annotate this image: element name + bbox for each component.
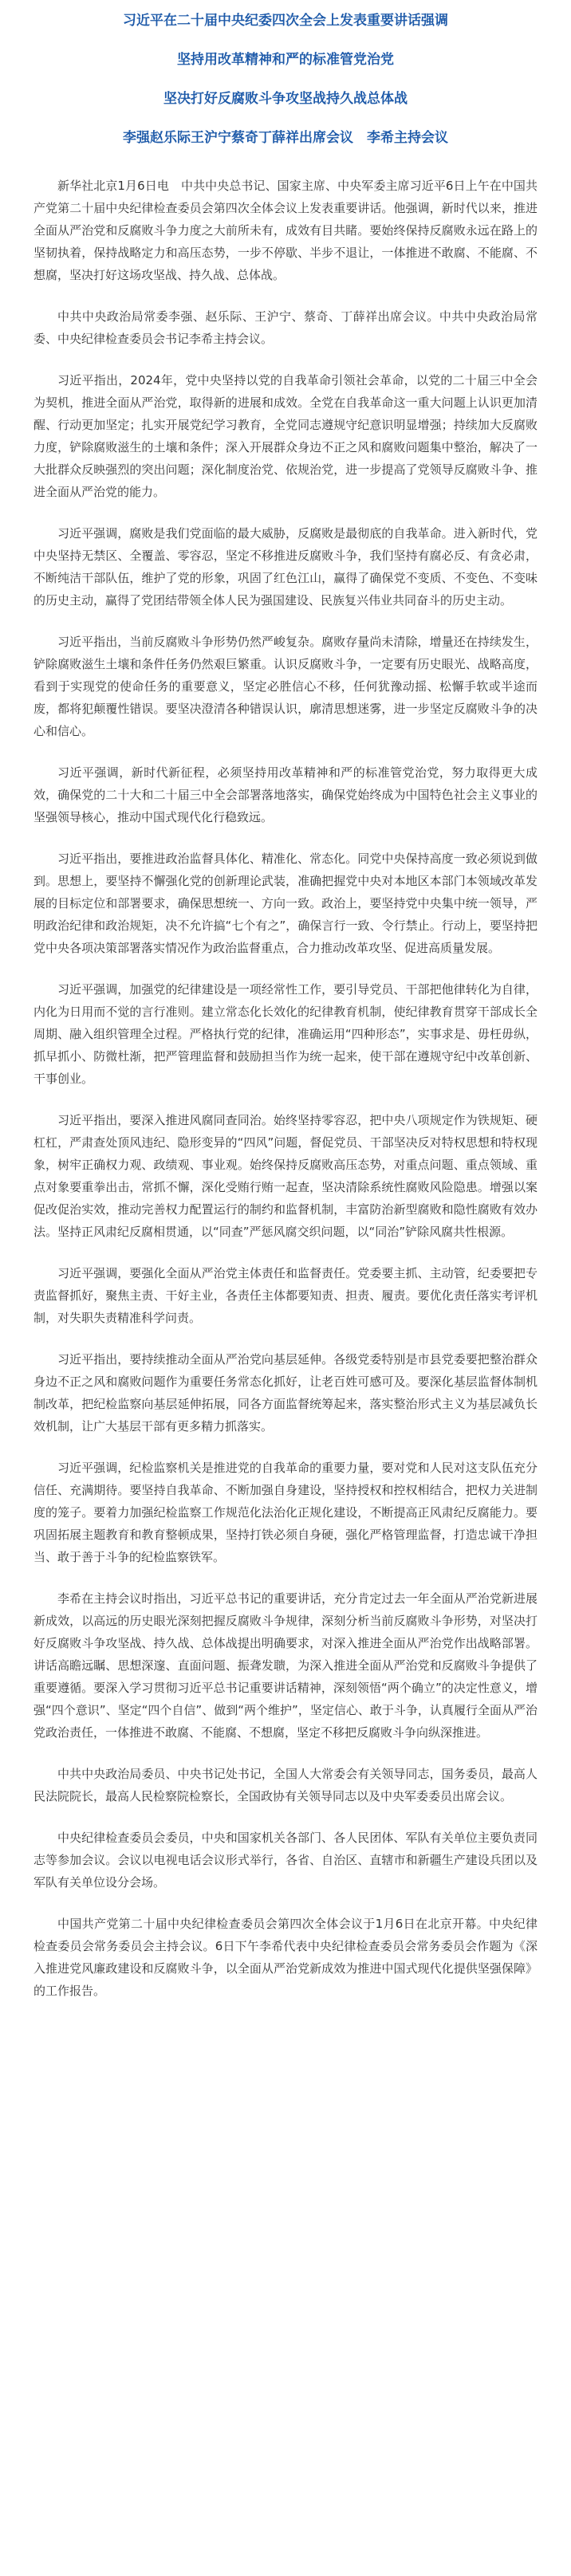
main-headline: 习近平在二十届中央纪委四次全会上发表重要讲话强调	[123, 13, 448, 29]
subheadline: 坚持用改革精神和严的标准管党治党	[177, 52, 394, 68]
paragraph: 李希在主持会议时指出，习近平总书记的重要讲话，充分肯定过去一年全面从严治党新进展新成效，以高远的历史眼光深刻把握反腐败斗争规律，深刻分析当前反腐败斗争形势，对坚决打好反腐败斗争攻坚战、持久战、总体战提出明确要求，对深入推进全面从严治党作出战略部署。讲话高瞻远瞩、思想深邃、直面问题、振聋发聩，为深入推进全面从严治党和反腐败斗争提供了重要遵循。要深入学习贯彻习近平总书记重要讲话精神，深刻领悟“两个确立”的决定性意义，增强“四个意识”、坚定“四个自信”、做到“两个维护”，坚定信心、敢于斗争，认真履行全面从严治党政治责任，一体推进不敢腐、不能腐、不想腐，坚定不移把反腐败斗争向纵深推进。	[33, 1591, 538, 1740]
paragraph: 习近平强调，腐败是我们党面临的最大威胁，反腐败是最彻底的自我革命。进入新时代，党中央坚持无禁区、全覆盖、零容忍，坚定不移推进反腐败斗争，我们坚持有腐必反、有贪必肃，不断纯洁干部队伍，维护了党的形象，巩固了红色江山，赢得了确保党不变质、不变色、不变味的历史主动，赢得了党团结带领全体人民为强国建设、民族复兴伟业共同奋斗的历史主动。	[33, 526, 538, 608]
paragraph: 中央纪律检查委员会委员，中央和国家机关各部门、各人民团体、军队有关单位主要负责同志等参加会议。会议以电视电话会议形式举行，各省、自治区、直辖市和新疆生产建设兵团以及军队有关单位设分会场。	[33, 1831, 538, 1890]
paragraph: 习近平指出，要持续推动全面从严治党向基层延伸。各级党委特别是市县党委要把整治群众身边不正之风和腐败问题作为重要任务常态化抓好，让老百姓可感可及。要深化基层监督体制机制改革，把纪检监察向基层延伸拓展，同各方面监督统筹起来，落实整治形式主义为基层减负长效机制，让广大基层干部有更多精力抓落实。	[33, 1352, 538, 1434]
paragraph: 习近平指出，2024年，党中央坚持以党的自我革命引领社会革命，以党的二十届三中全会为契机，推进全面从严治党，取得新的进展和成效。全党在自我革命这一重大问题上认识更加清醒、行动更加坚定；扎实开展党纪学习教育，全党同志遵规守纪意识明显增强；持续加大反腐败力度，铲除腐败滋生的土壤和条件；深入开展群众身边不正之风和腐败问题集中整治，解决了一大批群众反映强烈的突出问题；深化制度治党、依规治党，进一步提高了党领导反腐败斗争、推进全面从严治党的能力。	[33, 373, 538, 499]
article-body	[33, 175, 538, 2002]
paragraph: 习近平强调，要强化全面从严治党主体责任和监督责任。党委要主抓、主动管，纪委要把专责监督抓好，聚焦主责、干好主业，各责任主体都要知责、担责、履责。要优化责任落实考评机制，对失职失责精准科学问责。	[33, 1266, 538, 1325]
paragraph: 习近平强调，新时代新征程，必须坚持用改革精神和严的标准管党治党，努力取得更大成效，确保党的二十大和二十届三中全会部署落地落实，确保党始终成为中国特色社会主义事业的坚强领导核心，推动中国式现代化行稳致远。	[33, 765, 538, 824]
attendance-headline: 李强赵乐际王沪宁蔡奇丁薛祥出席会议 李希主持会议	[123, 130, 448, 146]
paragraph: 习近平指出，要推进政治监督具体化、精准化、常态化。同党中央保持高度一致必须说到做到。思想上，要坚持不懈强化党的创新理论武装，准确把握党中央对本地区本部门本领域改革发展的目标定位和部署要求，确保思想统一、方向一致。政治上，要坚持党中央集中统一领导，严明政治纪律和政治规矩，决不允许搞“七个有之”，确保言行一致、令行禁止。行动上，要坚持把党中央各项决策部署落实情况作为政治监督重点，合力推动改革攻坚、促进高质量发展。	[33, 851, 538, 955]
paragraph: 中国共产党第二十届中央纪律检查委员会第四次全体会议于1月6日在北京开幕。中央纪律检查委员会常务委员会主持会议。6日下午李希代表中央纪律检查委员会常务委员会作题为《深入推进党风廉政建设和反腐败斗争，以全面从严治党新成效为推进中国式现代化提供坚强保障》的工作报告。	[33, 1917, 538, 1998]
paragraph: 新华社北京1月6日电 中共中央总书记、国家主席、中央军委主席习近平6日上午在中国共产党第二十届中央纪律检查委员会第四次全体会议上发表重要讲话。他强调，新时代以来，推进全面从严治党和反腐败斗争力度之大前所未有，成效有目共睹。要始终保持反腐败永远在路上的坚韧执着，保持战略定力和高压态势，一步不停歇、半步不退让，一体推进不敢腐、不能腐、不想腐，坚决打好这场攻坚战、持久战、总体战。	[33, 179, 538, 282]
paragraph: 中共中央政治局常委李强、赵乐际、王沪宁、蔡奇、丁薛祥出席会议。中共中央政治局常委、中央纪律检查委员会书记李希主持会议。	[33, 309, 538, 346]
subheadline: 坚决打好反腐败斗争攻坚战持久战总体战	[163, 91, 408, 107]
paragraph: 习近平指出，当前反腐败斗争形势仍然严峻复杂。腐败存量尚未清除，增量还在持续发生，铲除腐败滋生土壤和条件任务仍然艰巨繁重。认识反腐败斗争，一定要有历史眼光、战略高度，看到于实现党的使命任务的重要意义，坚定必胜信心不移，任何犹豫动摇、松懈手软或半途而废，都将犯颠覆性错误。要坚决澄清各种错误认识，廓清思想迷雾，进一步坚定反腐败斗争的决心和信心。	[33, 635, 538, 738]
paragraph: 习近平强调，纪检监察机关是推进党的自我革命的重要力量，要对党和人民对这支队伍充分信任、充满期待。要坚持自我革命、不断加强自身建设，坚持授权和控权相结合，把权力关进制度的笼子。要着力加强纪检监察工作规范化法治化正规化建设，不断提高正风肃纪反腐能力。要巩固拓展主题教育和教育整顿成果，坚持打铁必须自身硬，强化严格管理监督，打造忠诚干净担当、敢于善于斗争的纪检监察铁军。	[33, 1461, 538, 1564]
paragraph: 习近平强调，加强党的纪律建设是一项经常性工作，要引导党员、干部把他律转化为自律，内化为日用而不觉的言行准则。建立常态化长效化的纪律教育机制，使纪律教育贯穿干部成长全周期、融入组织管理全过程。严格执行党的纪律，准确运用“四种形态”，实事求是、毋枉毋纵，抓早抓小、防微杜渐，把严管理监督和鼓励担当作为统一起来，使干部在遵规守纪中改革创新、干事创业。	[33, 982, 538, 1086]
paragraph: 习近平指出，要深入推进风腐同查同治。始终坚持零容忍，把中央八项规定作为铁规矩、硬杠杠，严肃查处顶风违纪、隐形变异的“四风”问题，督促党员、干部坚决反对特权思想和特权现象，树牢正确权力观、政绩观、事业观。始终保持反腐败高压态势，对重点问题、重点领域、重点对象要重拳出击，常抓不懈，深化受贿行贿一起查，坚决清除系统性腐败风险隐患。增强以案促改促治实效，推动完善权力配置运行的制约和监督机制，丰富防治新型腐败和隐性腐败有效办法。坚持正风肃纪反腐相贯通，以“同查”严惩风腐交织问题，以“同治”铲除风腐共性根源。	[33, 1113, 538, 1239]
paragraph: 中共中央政治局委员、中央书记处书记，全国人大常委会有关领导同志，国务委员，最高人民法院院长，最高人民检察院检察长，全国政协有关领导同志以及中央军委委员出席会议。	[33, 1767, 538, 1803]
headline-block	[33, 0, 538, 147]
